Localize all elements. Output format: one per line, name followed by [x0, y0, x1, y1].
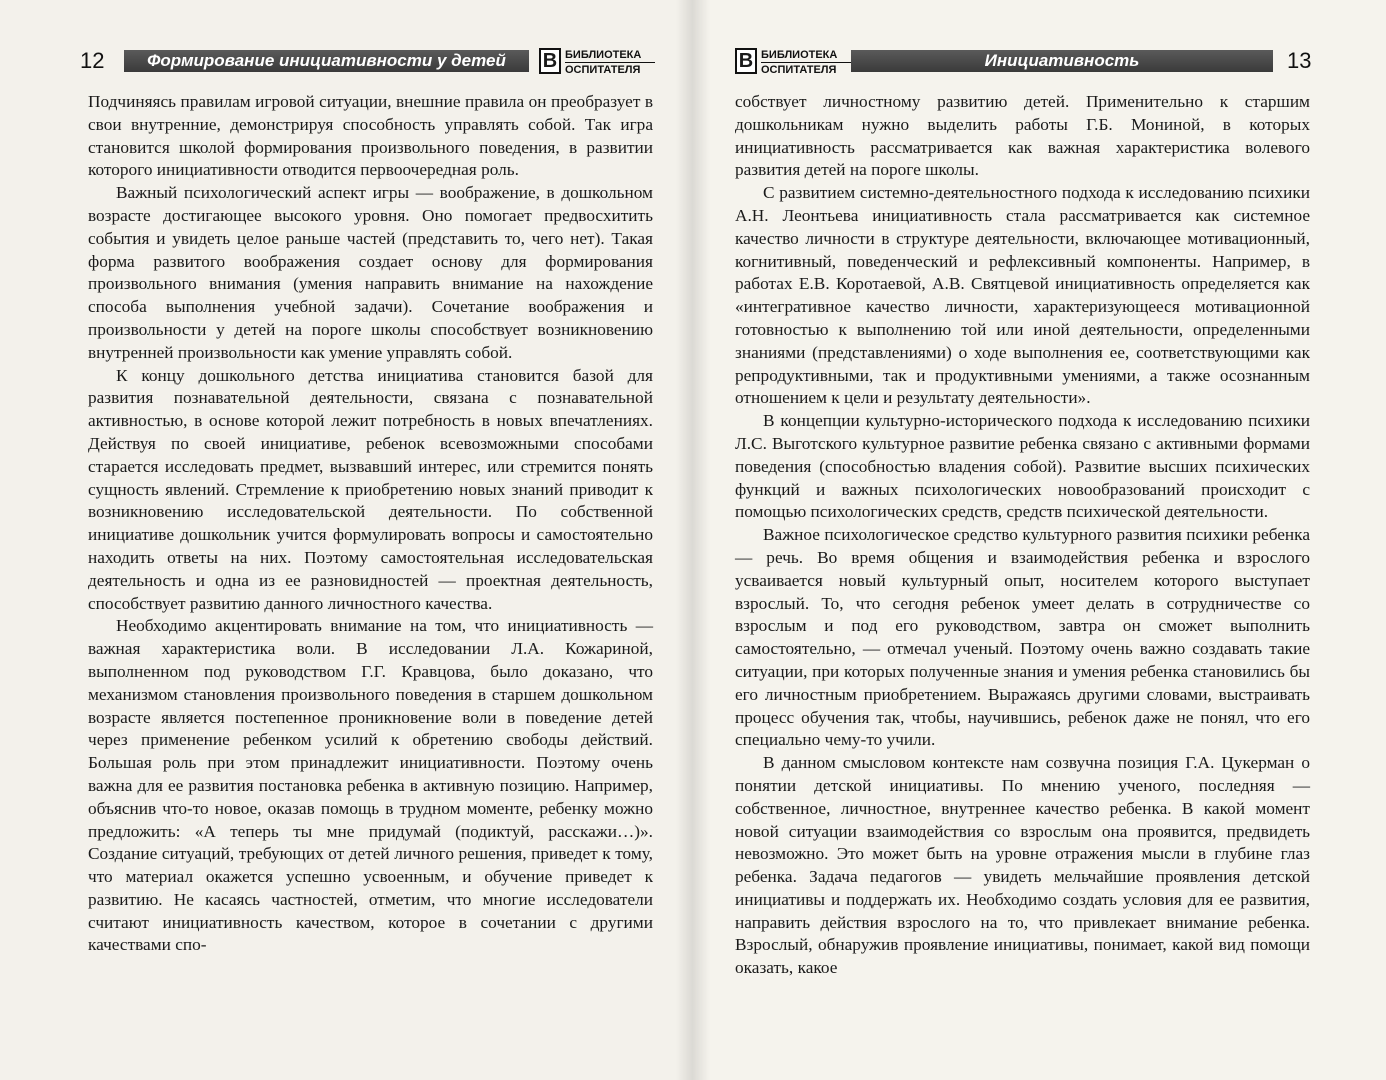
right-running-title: Инициативность	[851, 50, 1273, 72]
paragraph: Подчиняясь правилам игровой ситуации, внешние правила он преобразует в свои внутренние, демонстрируя способность управлять собой. Так игра становится школой формирования произвольного поведения, в развитии которого инициативности отводится первоочередная роль.	[88, 92, 653, 180]
series-logo-letter: В	[735, 48, 757, 74]
right-page-number: 13	[1287, 48, 1312, 73]
left-page-body	[88, 91, 653, 957]
series-logo-text	[761, 49, 851, 76]
right-page-body	[735, 91, 1310, 980]
left-page-number: 12	[80, 48, 105, 73]
right-page-header	[693, 44, 1386, 78]
paragraph: Важное психологическое средство культурного развития психики ребенка — речь. Во время общения и взаимодействия ребенка и взрослого усваивается новый культурный опыт, носителем которого выступает взрослый. То, что сегодня ребенок умеет делать в сотрудничестве со взрослым и под его руководством, завтра он сможет выполнить самостоятельно, — отмечал ученый. Поэтому очень важно создавать такие ситуации, при которых полученные знания и умения ребенка становились бы его личностным приобретением. Выражаясь другими словами, выстраивать процесс обучения так, чтобы, научившись, ребенок даже не понял, что его специально чему-то учили.	[735, 525, 1310, 750]
paragraph: С развитием системно-деятельностного подхода к исследованию психики А.Н. Леонтьева инициативность стала рассматривается как системное качество личности в структуре деятельности, включающее мотивационный, когнитивный, поведенческий и рефлексивный компоненты. Например, в работах Е.В. Коротаевой, А.В. Святцевой инициативность определяется как «интегративное качество личности, характеризующееся мотивационной готовностью к выполнению той или иной деятельности, определенными знаниями (представлениями) о ходе выполнения ее, соответствующими как репродуктивными, так и продуктивными умениями, а также осознанным отношением к цели и результату деятельности».	[735, 183, 1310, 408]
book-gutter-shadow	[676, 0, 710, 1080]
paragraph: собствует личностному развитию детей. Применительно к старшим дошкольникам нужно выделить работы Г.Б. Мониной, в которых инициативность рассматривается как важная характеристика волевого развития детей на пороге школы.	[735, 92, 1310, 180]
series-logo-line2: ОСПИТАТЕЛЯ	[761, 64, 837, 76]
series-logo-letter: В	[539, 48, 561, 74]
left-running-title: Формирование инициативности у детей	[124, 50, 529, 72]
paragraph: В данном смысловом контексте нам созвучна позиция Г.А. Цукерман о понятии детской инициативы. По мнению ученого, последняя — собственное, личностное, внутреннее качество ребенка. В какой момент новой ситуации взаимодействия со взрослым она проявится, предвидеть невозможно. Это может быть на уровне отражения мысли в глубине глаз ребенка. Задача педагогов — увидеть мельчайшие проявления детской инициативы и поддержать их. Необходимо создать условия для ее развития, направить действия взрослого на то, что привлекает внимание ребенка. Взрослый, обнаружив проявление инициативы, понимает, какой вид помощи оказать, какое	[735, 753, 1310, 978]
series-logo-line1: БИБЛИОТЕКА	[761, 49, 851, 63]
right-page	[693, 0, 1386, 1080]
paragraph: Необходимо акцентировать внимание на том, что инициативность — важная характеристика воли. В исследовании Л.А. Кожариной, выполненном под руководством Г.Г. Кравцова, было доказано, что механизмом становления произвольного поведения в старшем дошкольном возрасте является постепенное проникновение воли в поведение детей через применение ребенком усилий к обретению свободы действий. Большая роль при этом принадлежит инициативности. Поэтому очень важна для ее развития постановка ребенка в активную позицию. Например, объяснив что-то новое, оказав помощь в трудном моменте, ребенку можно предложить: «А теперь ты мне придумай (подиктуй, расскажи…)». Создание ситуаций, требующих от детей личного решения, приведет к тому, что материал окажется успешно усвоенным, и обучение приведет к развитию. Не касаясь частностей, отметим, что многие исследователи считают инициативность качеством, которое в сочетании с другими качествами спо-	[88, 616, 653, 955]
paragraph: К концу дошкольного детства инициатива становится базой для развития познавательной деятельности, связана с познавательной активностью, в основе которой лежит потребность в новых впечатлениях. Действуя по своей инициативе, ребенок всевозможными способами старается исследовать предмет, вызвавший интерес, или стремится понять сущность явлений. Стремление к приобретению новых знаний приводит к возникновению исследовательской деятельности. По собственной инициативе дошкольник учится формулировать вопросы и самостоятельно находить ответы на них. Поэтому самостоятельная исследовательская деятельность и одна из ее разновидностей — проектная деятельность, способствует развитию данного личностного качества.	[88, 365, 653, 613]
series-logo-line2: ОСПИТАТЕЛЯ	[565, 64, 641, 76]
left-page-header	[0, 44, 693, 78]
right-series-logo	[735, 44, 860, 78]
left-series-logo	[539, 44, 664, 78]
series-logo-text	[565, 49, 655, 76]
paragraph: Важный психологический аспект игры — воображение, в дошкольном возрасте достигающее высокого уровня. Оно помогает предвосхитить события и увидеть целое раньше частей (представить то, чего нет). Такая форма развитого воображения создает основу для формирования произвольного внимания (умения направить внимание на нахождение способа выполнения учебной задачи). Сочетание воображения и произвольности у детей на пороге школы способствует возникновению внутренней произвольности как умение управлять собой.	[88, 183, 653, 362]
series-logo-line1: БИБЛИОТЕКА	[565, 49, 655, 63]
paragraph: В концепции культурно-исторического подхода к исследованию психики Л.С. Выготского культурное развитие ребенка связано с активными формами поведения (способностью владения собой). Развитие высших психических функций и важных психологических новообразований происходит с помощью психологических средств, средств психической деятельности.	[735, 411, 1310, 522]
